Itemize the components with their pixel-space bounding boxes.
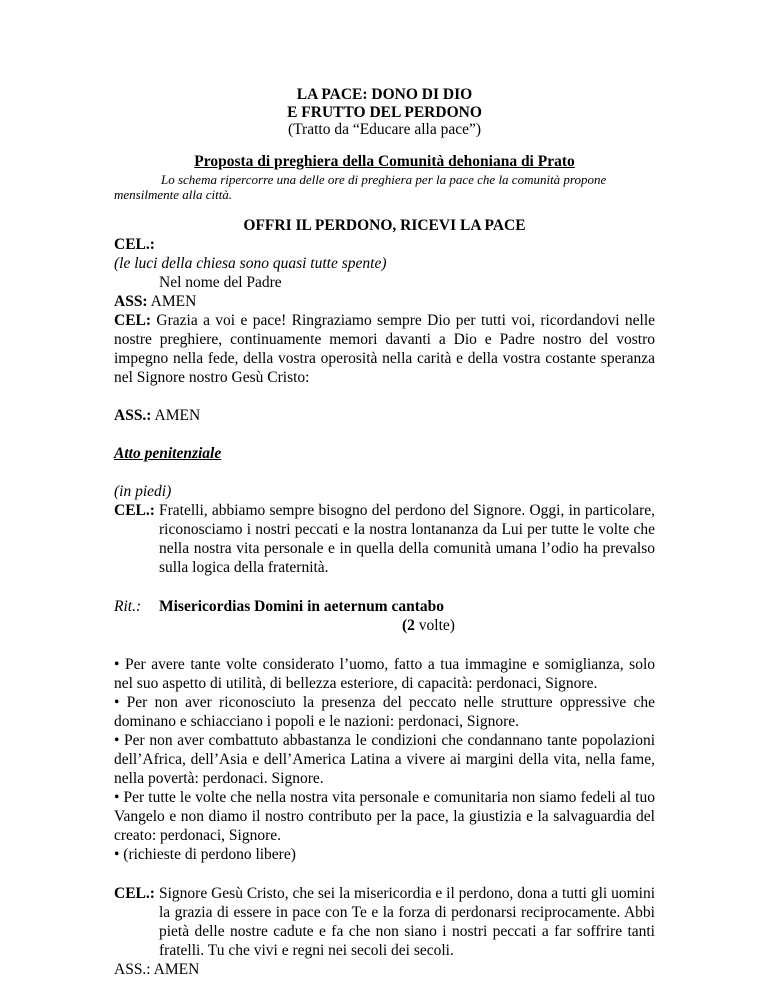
intention-item: • Per non aver riconosciuto la presenza del peccato nelle strutture oppressive che dominano e schiacciano i popoli e le nazioni: perdonaci, Signore. — [114, 693, 655, 730]
refrain-line — [114, 597, 655, 616]
opening-rubric: (le luci della chiesa sono quasi tutte spente) — [114, 254, 387, 272]
closing-cel-text: Signore Gesù Cristo, che sei la misericordia e il perdono, dona a tutti gli uomini la grazia di essere in pace con Te e la forza di perdonarsi reciprocamente. Abbi pietà delle nostre cadute e fa che non siano i nostri peccati a far soffrire tanti fratelli. Tu che vivi e regni nei secoli dei secoli. — [159, 884, 655, 959]
opening-ass-line — [114, 292, 655, 311]
proposal-note-line-1: Lo schema ripercorre una delle ore di preghiera per la pace che la comunità propone — [161, 171, 607, 187]
proposal-note-line-2: mensilmente alla città. — [114, 186, 233, 202]
refrain-label: Rit.: — [114, 597, 142, 615]
opening-cel-label: CEL.: — [114, 235, 155, 253]
intentions-list — [114, 655, 655, 864]
penitential-rubric: (in piedi) — [114, 482, 172, 500]
opening-cel2-text: Grazia a voi e pace! Ringraziamo sempre Dio per tutti voi, ricordandovi nelle nostre preghiere, continuamente memori davanti a Dio e Padre nostro del vostro impegno nella fede, della vostra operosità nella carità e della vostra costante speranza nel Signore nostro Gesù Cristo: — [114, 311, 655, 386]
proposal-note — [114, 172, 655, 202]
opening-ass2-text: AMEN — [151, 406, 201, 424]
refrain-count-rest: volte) — [414, 616, 455, 634]
intention-item: • Per tutte le volte che nella nostra vita personale e comunitaria non siamo fedeli al tuo Vangelo e non diamo il nostro contributo per la pace, la giustizia e la salvaguardia del creato: perdonaci, Signore. — [114, 788, 655, 844]
opening-ass-text: AMEN — [147, 292, 197, 310]
refrain-text: Misericordias Domini in aeternum cantabo — [159, 597, 445, 615]
opening-ass2-line — [114, 406, 655, 425]
opening-cel-greeting — [114, 311, 655, 387]
title-source: (Tratto da “Educare alla pace”) — [287, 121, 482, 138]
penitential-title: Atto penitenziale — [114, 444, 222, 462]
title-line-2: E FRUTTO DEL PERDONO — [287, 103, 482, 121]
proposal-heading: Proposta di preghiera della Comunità dehoniana di Prato — [194, 152, 575, 170]
closing-cel-label: CEL.: — [114, 884, 155, 902]
title-line-1: LA PACE: DONO DI DIO — [296, 86, 473, 103]
refrain-count — [114, 616, 655, 635]
closing-ass: ASS.: AMEN — [114, 960, 200, 978]
section-title: OFFRI IL PERDONO, RICEVI LA PACE — [243, 216, 526, 234]
opening-ass-label: ASS: — [114, 292, 148, 310]
closing-cel — [114, 884, 655, 960]
intention-item: • Per avere tante volte considerato l’uomo, fatto a tua immagine e somiglianza, solo nel suo aspetto di utilità, di bellezza esteriore, di capacità: perdonaci, Signore. — [114, 655, 655, 692]
opening-cel2-label: CEL: — [114, 311, 152, 329]
penitential-cel — [114, 501, 655, 577]
document-body — [114, 86, 655, 979]
intention-item: • (richieste di perdono libere) — [114, 845, 296, 863]
penitential-cel-label: CEL.: — [114, 501, 155, 519]
intention-item: • Per non aver combattuto abbastanza le condizioni che condannano tante popolazioni dell’Africa, dell’Asia e dell’America Latina a vivere ai margini della vita, nella fame, nella povertà: perdonaci. Signore. — [114, 731, 655, 787]
opening-invocation: Nel nome del Padre — [159, 273, 282, 291]
refrain-count-number: (2 — [402, 616, 415, 634]
opening-ass2-label: ASS.: — [114, 406, 152, 424]
penitential-cel-text: Fratelli, abbiamo sempre bisogno del perdono del Signore. Oggi, in particolare, riconosciamo i nostri peccati e la nostra lontananza da Lui per tutte le volte che nella nostra vita personale e in quella della comunità umana l’odio ha prevalso sulla logica della fraternità. — [159, 501, 655, 576]
